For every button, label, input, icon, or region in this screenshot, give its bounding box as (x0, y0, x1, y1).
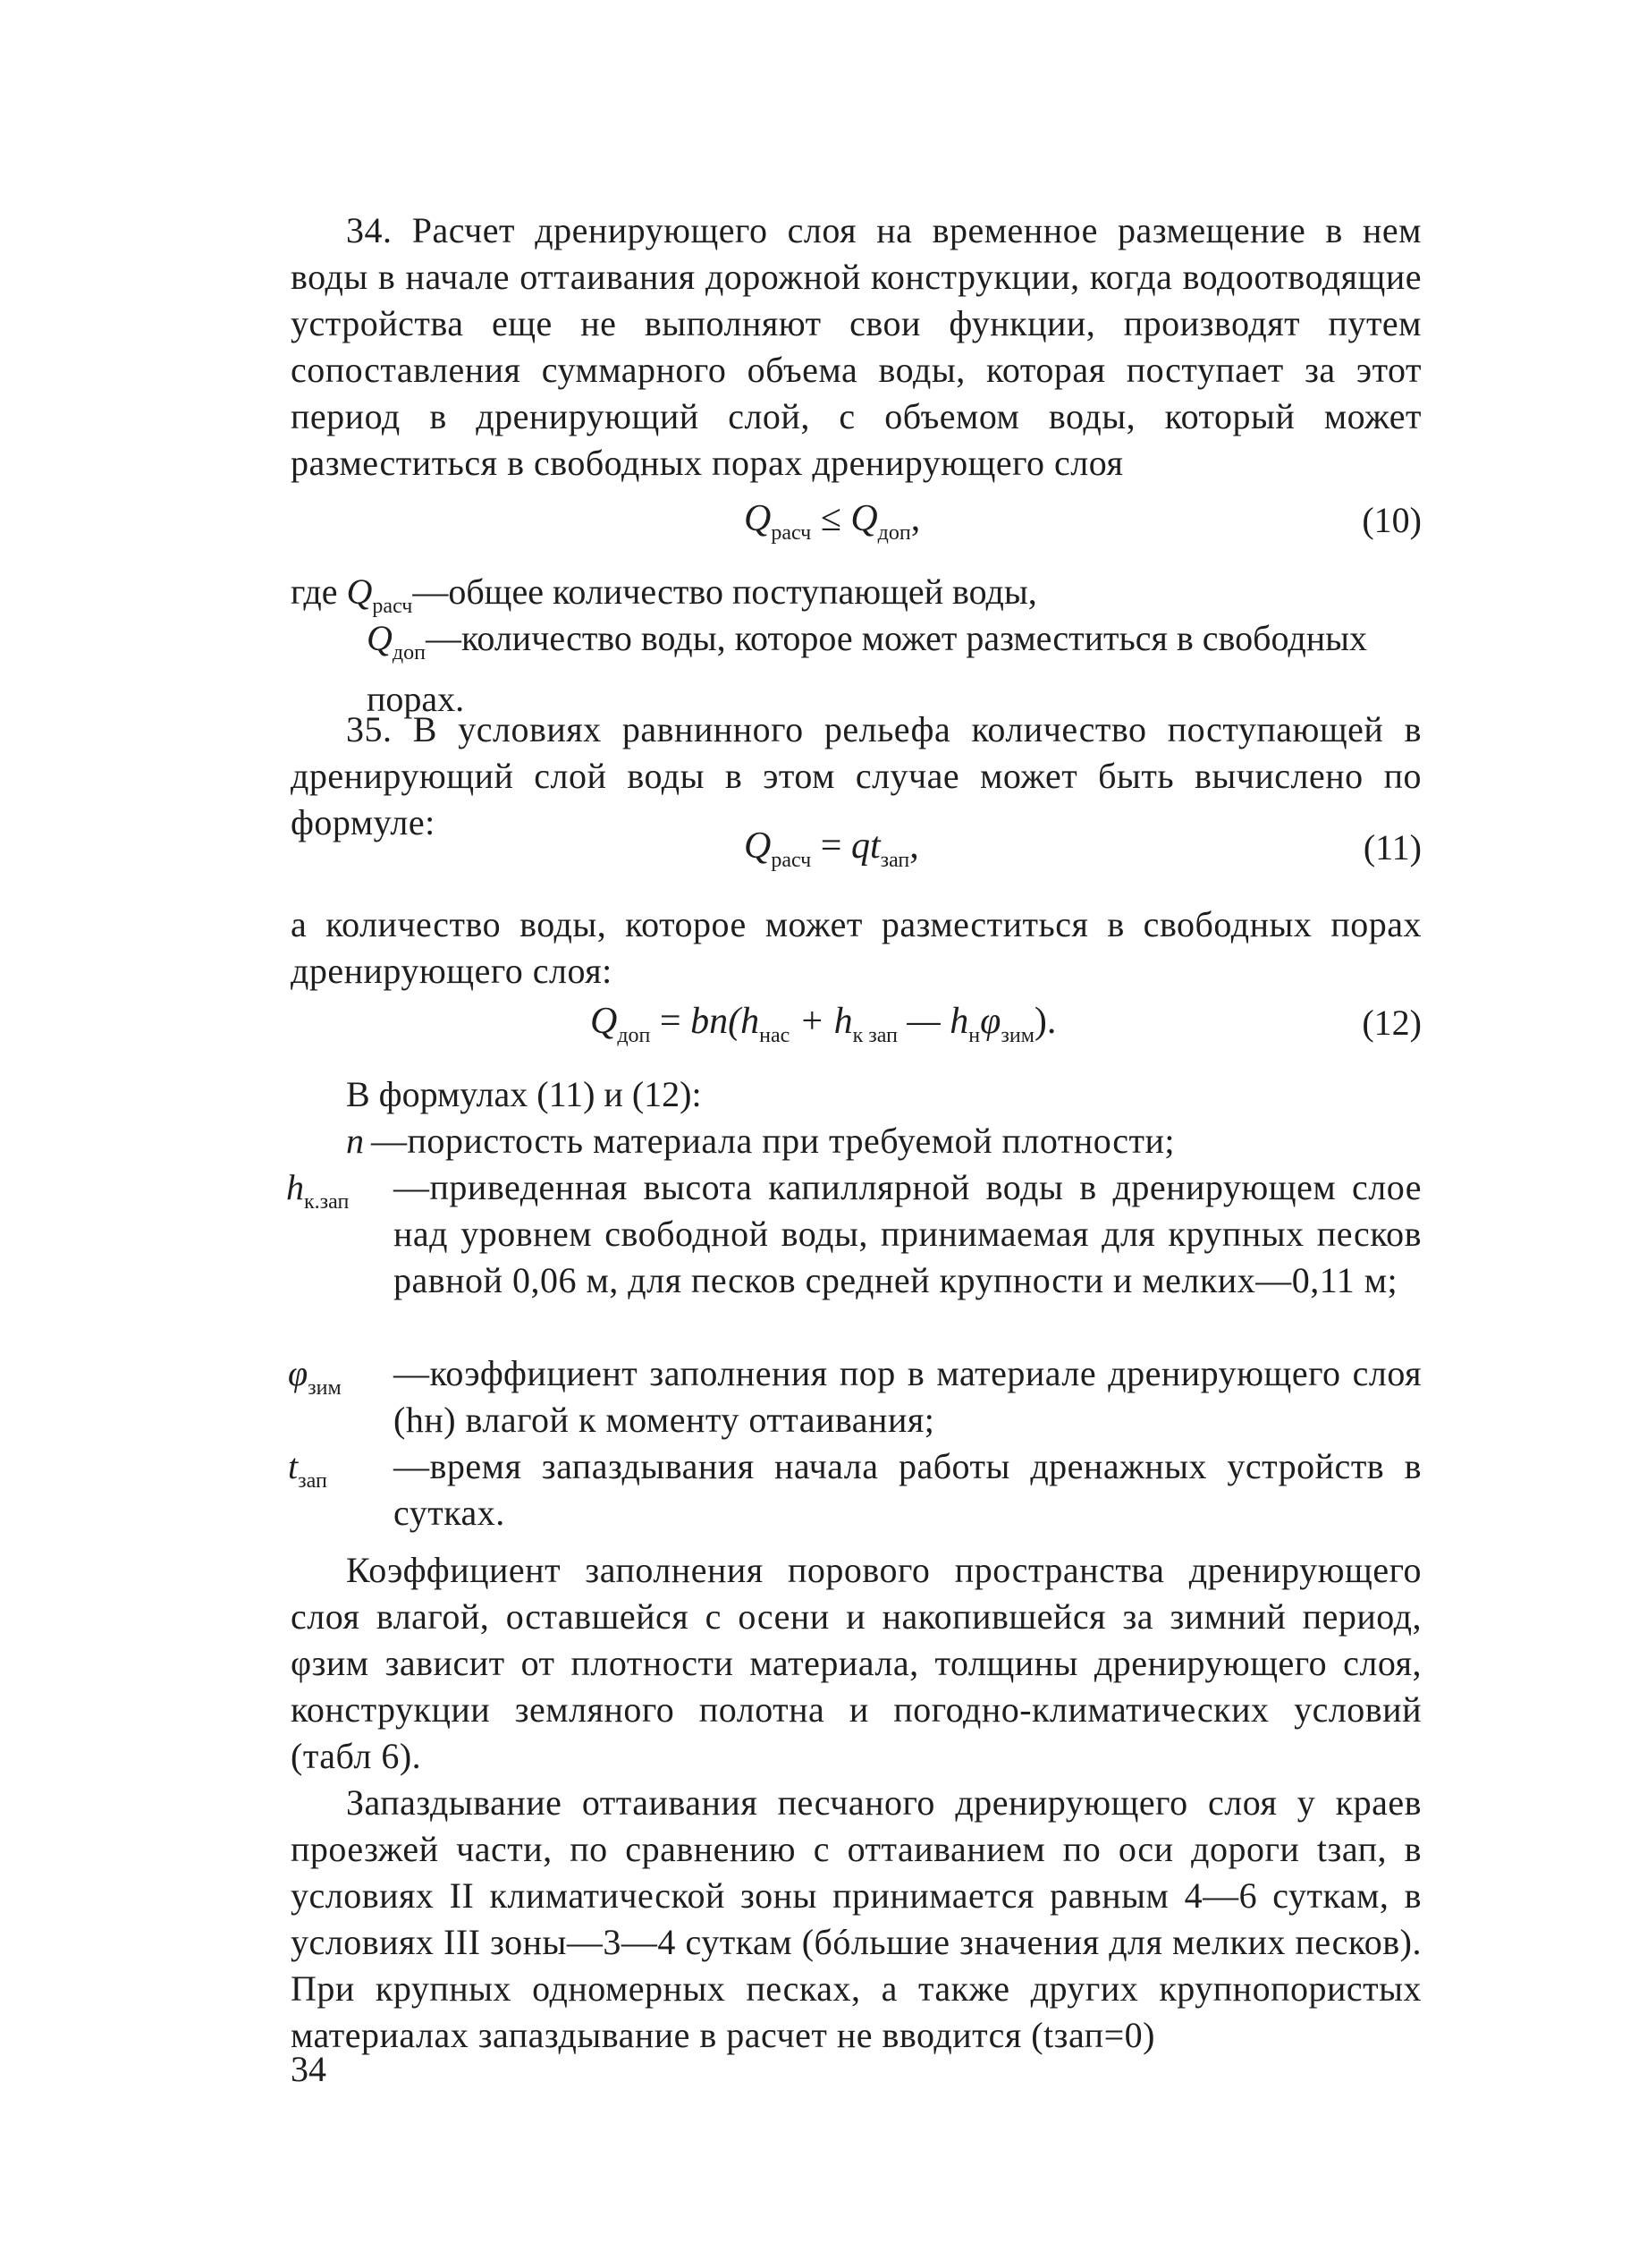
definition-n: n —пористость материала при требуемой плотности; (346, 1121, 1175, 1161)
paragraph-after-11: а количество воды, которое может разместиться в свободных порах дренирующего слоя: (291, 904, 1422, 991)
paragraph-delay: Запаздывание оттаивания песчаного дренирующего слоя у краев проезжей части, по сравнению с оттаиванием по оси дороги tзап, в условиях II климатической зоны принимается равным 4—6 суткам, в условиях III зоны—3—4 суткам (бóльшие значения для мелких песков). При крупных одномерных песках, а также других крупнопористых материалах запаздывание в расчет не вводится (tзап=0) (291, 1782, 1422, 2055)
definition-tzap: $t_{зап}$ —время запаздывания начала работы дренажных устройств в сутках. (288, 1446, 1422, 1533)
definition-phizim: $\varphi_{зим}$ —коэффициент заполнения пор в материале дренирующего слоя (hн) влагой к моменту оттаивания; (288, 1353, 1422, 1440)
where-item-qrasch: где $Q_{расч}—общее$ количество поступающей воды, (291, 571, 1037, 618)
equation-number-12: (12) (1362, 1003, 1422, 1043)
equation-number-11: (11) (1363, 827, 1422, 867)
definition-hkzap: $h_{к.зап}$ —приведенная высота капиллярной воды в дренирующем слое над уровнем свободной воды, принимаемая для крупных песков равной 0,06 м, для песков средней крупности и мелких—0,11 м; (286, 1167, 1422, 1300)
formulas-intro: В формулах (11) и (12): (346, 1074, 702, 1114)
formula-11: $Q_{расч} = qt_{зап}$, (744, 825, 919, 872)
page-number: 34 (291, 2049, 326, 2089)
formula-10: $Q_{расч} \le Q_{доп}$, (744, 498, 921, 545)
paragraph-35: 35. В условиях равнинного рельефа количество поступающей в дренирующий слой воды в этом случае может быть вычислено по формуле: (291, 709, 1422, 842)
paragraph-34: 34. Расчет дренирующего слоя на временное размещение в нем воды в начале оттаивания дорожной конструкции, когда водоотводящие устройства еще не выполняют свои функции, производят путем сопоставления суммарного объема воды, которая поступает за этот период в дренирующий слой, с объемом воды, который может разместиться в свободных порах дренирующего слоя (291, 210, 1422, 483)
equation-number-10: (10) (1362, 500, 1422, 540)
where-item-qdop: $Q_{доп}—количество$ воды, которое может разместиться в свободных порах. (367, 618, 1367, 719)
paragraph-coefficient: Коэффициент заполнения порового пространства дренирующего слоя влагой, оставшейся с осени и накопившейся за зимний период, φзим зависит от плотности материала, толщины дренирующего слоя, конструкции земляного полотна и погодно-климатических условий (табл 6). (291, 1550, 1422, 1776)
formula-12: $Q_{доп} = bn(h_{нас} + h_{к зап}$ — $h_н\varphi_{зим}$). (590, 1001, 1057, 1047)
